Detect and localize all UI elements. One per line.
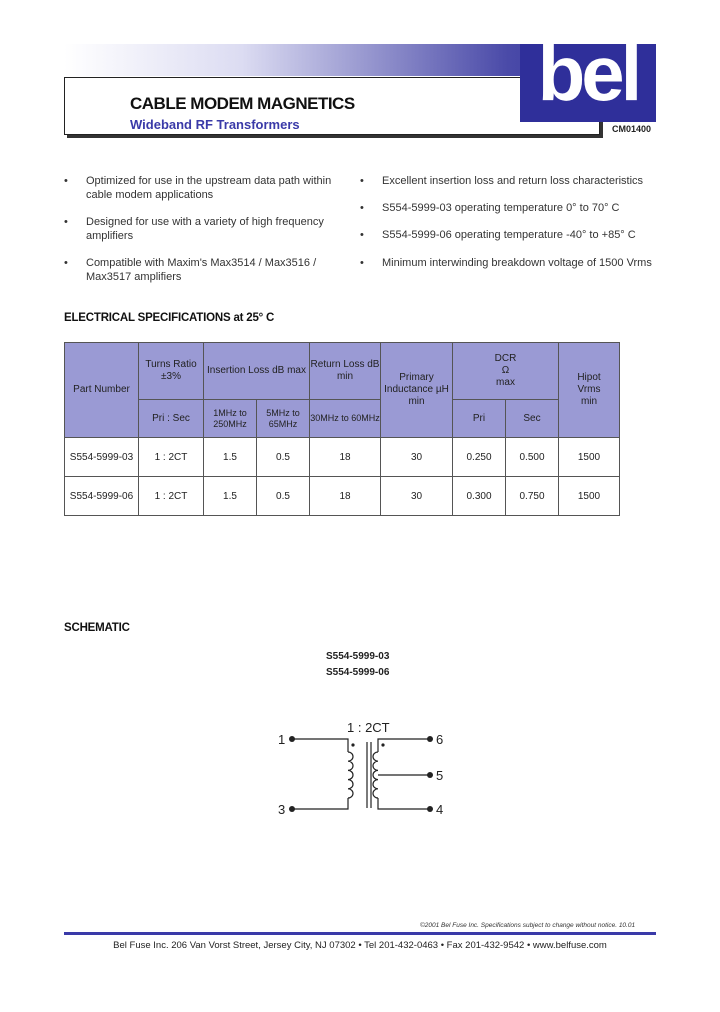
col-primary-inductance: Primary Inductance µH min bbox=[381, 343, 453, 438]
cell-il-1: 1.5 bbox=[204, 438, 257, 477]
turns-ratio-label: 1 : 2CT bbox=[347, 720, 390, 735]
col-part-number: Part Number bbox=[65, 343, 139, 438]
col-turns-ratio: Turns Ratio ±3% bbox=[139, 343, 204, 400]
pin-6-terminal bbox=[427, 736, 433, 742]
cell-inductance: 30 bbox=[381, 438, 453, 477]
primary-coil bbox=[348, 752, 353, 798]
schematic-heading: SCHEMATIC bbox=[64, 622, 130, 634]
footer-address: Bel Fuse Inc. 206 Van Vorst Street, Jersey City, NJ 07302 • Tel 201-432-0463 • Fax 201-432-9542 • www.belfuse.com bbox=[113, 940, 607, 951]
col-insertion-loss: Insertion Loss dB max bbox=[204, 343, 310, 400]
col-dcr bbox=[453, 343, 559, 400]
pin-4-label: 4 bbox=[436, 802, 444, 817]
col-pri-sec: Pri : Sec bbox=[139, 400, 204, 438]
bullet-dot: • bbox=[360, 175, 364, 187]
pin-3-terminal bbox=[289, 806, 295, 812]
bullet-dot: • bbox=[360, 202, 364, 214]
cell-return-loss: 18 bbox=[310, 477, 381, 516]
pin-1-label: 1 bbox=[278, 732, 286, 747]
col-rl-30mhz: 30MHz to 60MHz bbox=[310, 400, 381, 438]
feature-item: Optimized for use in the upstream data path within cable modem applications bbox=[86, 175, 332, 201]
primary-top-lead bbox=[292, 739, 348, 752]
footer-divider bbox=[64, 932, 656, 935]
schematic-part-label: S554-5999-06 bbox=[326, 667, 390, 678]
cell-dcr-pri: 0.250 bbox=[453, 438, 506, 477]
col-return-loss: Return Loss dB min bbox=[310, 343, 381, 400]
cell-turns-ratio: 1 : 2CT bbox=[139, 477, 204, 516]
cell-il-1: 1.5 bbox=[204, 477, 257, 516]
cell-part-number: S554-5999-03 bbox=[65, 438, 139, 477]
cell-part-number: S554-5999-06 bbox=[65, 477, 139, 516]
specs-table bbox=[64, 342, 620, 516]
document-code: CM01400 bbox=[612, 124, 652, 134]
cell-return-loss: 18 bbox=[310, 438, 381, 477]
col-il-5mhz: 5MHz to 65MHz bbox=[257, 400, 310, 438]
feature-item: Designed for use with a variety of high frequency amplifiers bbox=[86, 216, 324, 242]
specs-heading: ELECTRICAL SPECIFICATIONS at 25° C bbox=[64, 312, 275, 324]
cell-dcr-pri: 0.300 bbox=[453, 477, 506, 516]
secondary-top-lead bbox=[378, 739, 430, 752]
cell-dcr-sec: 0.500 bbox=[506, 438, 559, 477]
col-il-1mhz: 1MHz to 250MHz bbox=[204, 400, 257, 438]
pin-6-label: 6 bbox=[436, 732, 444, 747]
secondary-coil bbox=[373, 752, 378, 798]
cell-il-2: 0.5 bbox=[257, 438, 310, 477]
bullet-dot: • bbox=[64, 175, 68, 187]
bullet-dot: • bbox=[64, 216, 68, 228]
schematic-part-label: S554-5999-03 bbox=[326, 651, 390, 662]
secondary-bottom-lead bbox=[378, 798, 430, 809]
dcr-label: DCR bbox=[494, 353, 517, 364]
primary-bottom-lead bbox=[292, 798, 348, 809]
feature-item: S554-5999-03 operating temperature 0° to 70° C bbox=[382, 202, 620, 214]
pin-1-terminal bbox=[289, 736, 295, 742]
cell-inductance: 30 bbox=[381, 477, 453, 516]
transformer-schematic bbox=[270, 712, 450, 822]
bullet-dot: • bbox=[64, 257, 68, 269]
footer-copyright: ©2001 Bel Fuse Inc. Specifications subject to change without notice. 10.01 bbox=[420, 922, 636, 929]
pin-3-label: 3 bbox=[278, 802, 286, 817]
hipot-unit: Vrms bbox=[577, 384, 601, 395]
col-dcr-sec: Sec bbox=[506, 400, 559, 438]
pin-4-terminal bbox=[427, 806, 433, 812]
table-row bbox=[65, 438, 620, 477]
feature-item: S554-5999-06 operating temperature -40° to +85° C bbox=[382, 229, 636, 241]
feature-item: Excellent insertion loss and return loss characteristics bbox=[382, 175, 644, 187]
polarity-dot bbox=[381, 743, 384, 746]
page-title: CABLE MODEM MAGNETICS bbox=[130, 94, 355, 113]
dcr-unit: Ω bbox=[501, 365, 510, 376]
hipot-label: Hipot bbox=[577, 372, 601, 383]
polarity-dot bbox=[351, 743, 354, 746]
dcr-max: max bbox=[496, 377, 515, 388]
cell-dcr-sec: 0.750 bbox=[506, 477, 559, 516]
feature-item: Minimum interwinding breakdown voltage of 1500 Vrms bbox=[382, 257, 652, 269]
pin-5-terminal bbox=[427, 772, 433, 778]
cell-turns-ratio: 1 : 2CT bbox=[139, 438, 204, 477]
bullet-dot: • bbox=[360, 229, 364, 241]
table-subheader-row bbox=[65, 400, 620, 438]
hipot-min: min bbox=[580, 396, 598, 407]
feature-item: Compatible with Maxim's Max3514 / Max3516 / Max3517 amplifiers bbox=[86, 257, 317, 283]
brand-logo: bel bbox=[537, 29, 639, 117]
table-header-row bbox=[65, 343, 620, 400]
col-hipot bbox=[559, 343, 620, 438]
pin-5-label: 5 bbox=[436, 768, 444, 783]
table-row bbox=[65, 477, 620, 516]
cell-hipot: 1500 bbox=[559, 477, 620, 516]
cell-hipot: 1500 bbox=[559, 438, 620, 477]
col-dcr-pri: Pri bbox=[453, 400, 506, 438]
page-subtitle: Wideband RF Transformers bbox=[130, 117, 300, 132]
bullet-dot: • bbox=[360, 257, 364, 269]
cell-il-2: 0.5 bbox=[257, 477, 310, 516]
